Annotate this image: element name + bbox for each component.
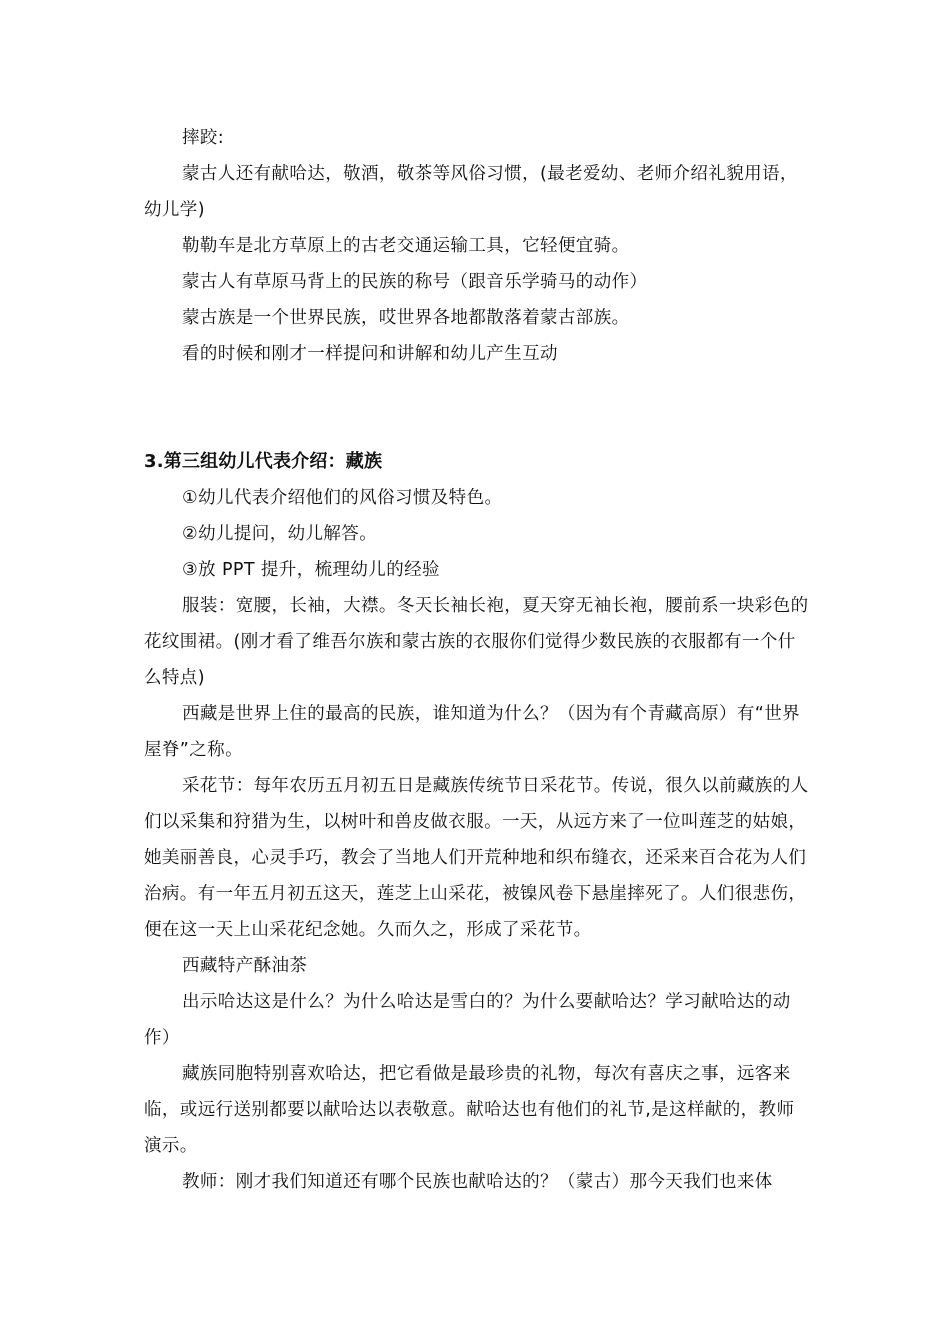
document-body — [144, 120, 810, 1200]
paragraph-hada-gift: 藏族同胞特别喜欢哈达，把它看做是最珍贵的礼物，每次有喜庆之事，远客来临，或远行送别都要以献哈达以表敬意。献哈达也有他们的礼节,是这样献的，教师演示。 — [144, 1064, 795, 1156]
paragraph-tibet-highest: 西藏是世界上住的最高的民族，谁知道为什么？（因为有个青藏高原）有“世界屋脊”之称。 — [144, 704, 801, 760]
paragraph-hada-question: 出示哈达这是什么？为什么哈达是雪白的？为什么要献哈达？学习献哈达的动作） — [144, 992, 791, 1048]
section-spacer — [144, 372, 810, 444]
section-heading: 3.第三组幼儿代表介绍：藏族 — [144, 451, 383, 472]
paragraph-lele-cart: 勒勒车是北方草原上的古老交通运输工具，它轻便宜骑。 — [182, 236, 630, 256]
paragraph-clothing: 服装：宽腰，长袖，大襟。冬天长袖长袍，夏天穿无袖长袍，腰前系一块彩色的花纹围裙。(刚才看了维吾尔族和蒙古族的衣服你们觉得少数民族的衣服都有一个什么特点) — [144, 596, 809, 688]
paragraph-teacher: 教师：刚才我们知道还有哪个民族也献哈达的？（蒙古）那今天我们也来体 — [182, 1172, 773, 1192]
paragraph-wrestling: 摔跤: — [182, 128, 225, 148]
paragraph-horseback-nation: 蒙古人有草原马背上的民族的称号（跟音乐学骑马的动作） — [182, 272, 648, 292]
paragraph-step-2: ②幼儿提问，幼儿解答。 — [182, 524, 378, 544]
paragraph-butter-tea: 西藏特产酥油茶 — [182, 956, 308, 976]
paragraph-world-nation: 蒙古族是一个世界民族，哎世界各地都散落着蒙古部族。 — [182, 308, 630, 328]
paragraph-step-3: ③放 PPT 提升，梳理幼儿的经验 — [182, 560, 440, 580]
paragraph-step-1: ①幼儿代表介绍他们的风俗习惯及特色。 — [182, 488, 503, 508]
paragraph-flower-festival: 采花节：每年农历五月初五日是藏族传统节日采花节。传说，很久以前藏族的人们以采集和狩猎为生，以树叶和兽皮做衣服。一天，从远方来了一位叫莲芝的姑娘，她美丽善良，心灵手巧，教会了当地人们开荒种地和织布缝衣，还采来百合花为人们治病。有一年五月初五这天，莲芝上山采花，被镍风卷下悬崖摔死了。人们很悲伤，便在这一天上山采花纪念她。久而久之，形成了采花节。 — [144, 776, 809, 940]
paragraph-mongol-customs: 蒙古人还有献哈达，敬酒，敬茶等风俗习惯，(最老爱幼、老师介绍礼貌用语，幼儿学) — [144, 164, 798, 220]
paragraph-interaction: 看的时候和刚才一样提问和讲解和幼儿产生互动 — [182, 344, 558, 364]
